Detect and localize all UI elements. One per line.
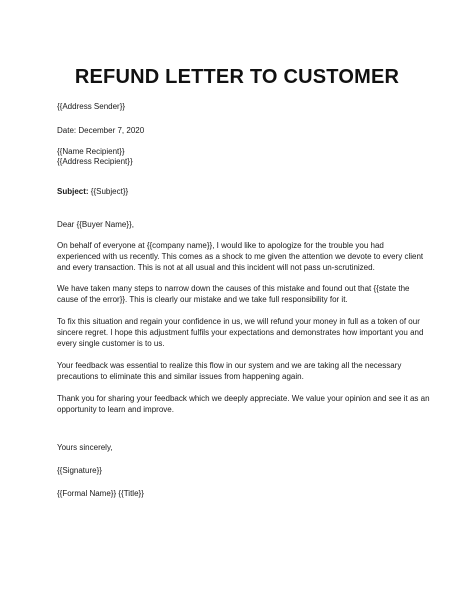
formal-name-title: {{Formal Name}} {{Title}} — [57, 489, 144, 498]
paragraph-line: On behalf of everyone at {{company name}}, I would like to apologize for the trouble you had — [57, 241, 384, 250]
subject-value: {{Subject}} — [88, 187, 129, 196]
paragraph-line: experienced with us recently. This comes as a shock to me given the attention we devote to every client — [57, 252, 424, 261]
closing: Yours sincerely, — [57, 443, 113, 452]
paragraph-cause — [57, 283, 429, 305]
paragraph-line: every single customer is to us. — [57, 339, 165, 348]
paragraph-line: opportunity to learn and improve. — [57, 405, 174, 414]
subject-line — [57, 186, 128, 197]
paragraph-line: and every transaction. This is not at all usual and this incident will not pass un-scrutinized. — [57, 263, 375, 272]
paragraph-line: To fix this situation and regain your confidence in us, we will refund your money in full as a token of our — [57, 317, 420, 326]
subject-label: Subject: — [57, 187, 89, 196]
name-recipient: {{Name Recipient}} — [57, 147, 125, 156]
paragraph-line: sincere regret. I hope this adjustment fulfils your expectations and demonstrates how important you and — [57, 328, 424, 337]
paragraph-line: We have taken many steps to narrow down the causes of this mistake and found out that {{state the — [57, 284, 410, 293]
paragraph-refund — [57, 316, 429, 349]
paragraph-line: Your feedback was essential to realize this flow in our system and we are taking all the necessary — [57, 361, 402, 370]
paragraph-line: cause of the error}}. This is clearly our mistake and we take full responsibility for it. — [57, 295, 348, 304]
salutation: Dear {{Buyer Name}}, — [57, 220, 134, 229]
letter-title: REFUND LETTER TO CUSTOMER — [74, 66, 400, 88]
paragraph-feedback — [57, 360, 429, 382]
letter-date: Date: December 7, 2020 — [57, 126, 145, 135]
address-sender: {{Address Sender}} — [57, 102, 126, 111]
paragraph-apology — [57, 240, 429, 273]
paragraph-thanks — [57, 393, 429, 415]
paragraph-line: precautions to eliminate this and similar issues from happening again. — [57, 372, 304, 381]
signature: {{Signature}} — [57, 466, 102, 475]
address-recipient: {{Address Recipient}} — [57, 157, 133, 166]
paragraph-line: Thank you for sharing your feedback which we deeply appreciate. We value your opinion and see it as an — [57, 394, 430, 403]
